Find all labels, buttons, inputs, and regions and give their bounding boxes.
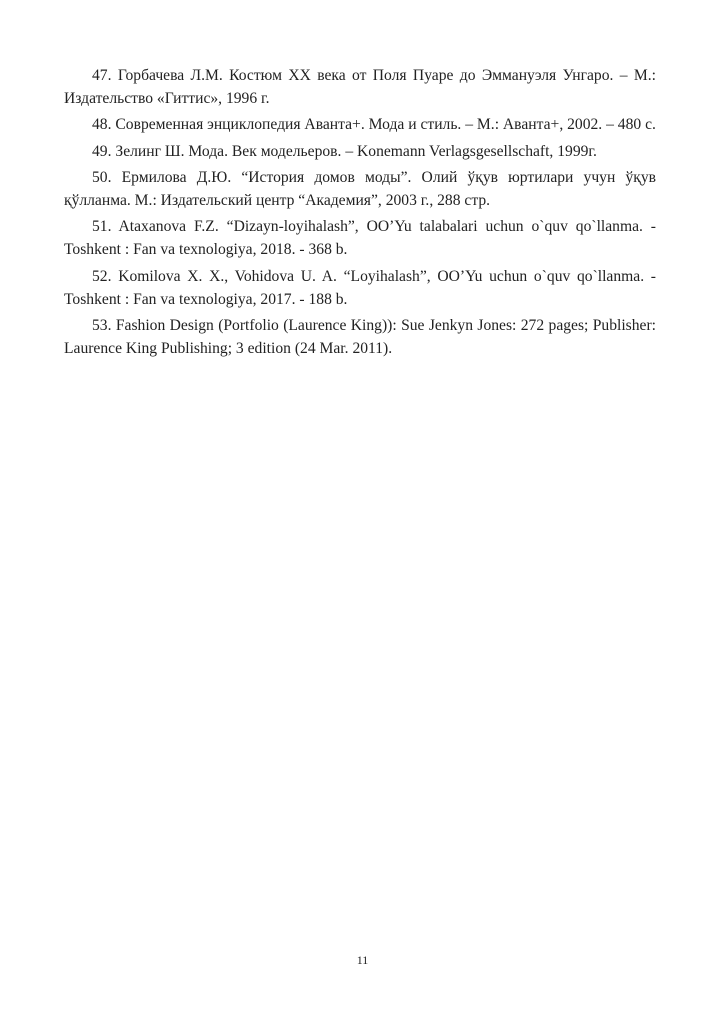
reference-item-53: 53. Fashion Design (Portfolio (Laurence King)): Sue Jenkyn Jones: 272 pages; Publisher: Laurence King Publishing; 3 edition (24 Mar. 2011). — [64, 317, 656, 358]
reference-item-51: 51. Ataxanova F.Z. “Dizayn-loyihalash”, OO’Yu talabalari uchun o`quv qo`llanma. - Toshkent : Fan va texnologiya, 2018. - 368 b. — [64, 218, 656, 259]
page-number: 11 — [356, 953, 369, 967]
reference-item-49: 49. Зелинг Ш. Мода. Век модельеров. – Konemann Verlagsgesellschaft, 1999г. — [92, 142, 597, 160]
reference-item-48: 48. Современная энциклопедия Аванта+. Мода и стиль. – М.: Аванта+, 2002. – 480 с. — [92, 116, 656, 134]
reference-item-47: 47. Горбачева Л.М. Костюм ХХ века от Поля Пуаре до Эммануэля Унгаро. – М.: Издательство «Гиттис», 1996 г. — [64, 67, 656, 108]
reference-item-50: 50. Ермилова Д.Ю. “История домов моды”. Олий ўқув юртилари учун ўқув қўлланма. М.: Издательский центр “Академия”, 2003 г., 288 стр. — [64, 168, 656, 210]
reference-list — [64, 64, 656, 363]
reference-item-52: 52. Komilova X. X., Vohidova U. A. “Loyihalash”, OO’Yu uchun o`quv qo`llanma. - Toshkent : Fan va texnologiya, 2017. - 188 b. — [64, 267, 656, 308]
